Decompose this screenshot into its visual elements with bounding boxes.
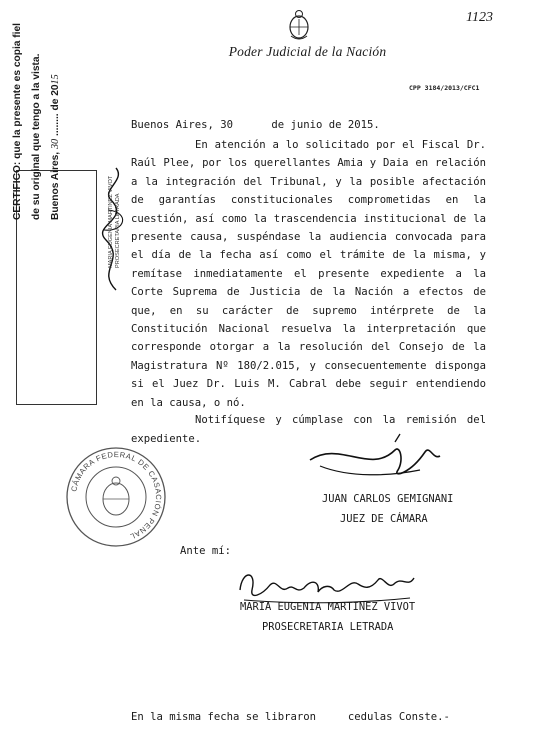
body-line: institucional de la presente causa, suspéndase la xyxy=(131,212,486,244)
body-line: En atención a lo solicitado por el Fiscal xyxy=(195,139,460,151)
svg-text:CÁMARA FEDERAL DE CASACIÓN PEN xyxy=(69,450,163,541)
certification-line-2: de su original que tengo a la vista. xyxy=(31,53,42,220)
body-line: el trámite de la misma, y remítase inmediatamente el xyxy=(131,249,486,280)
body-line: audiencia convocada para el día de la fecha así como xyxy=(131,231,486,262)
body-line: interpretación que corresponde otorgar a la resolución xyxy=(131,323,486,354)
certification-line-1: CERTIFICO: que la presente es copia fiel xyxy=(12,22,23,220)
body-line: Cabral debe seguir entendiendo en la causa, o nó. xyxy=(131,378,486,409)
court-header: Poder Judicial de la Nación xyxy=(228,44,387,59)
judge-title: JUEZ DE CÁMARA xyxy=(340,513,428,525)
body-line: Dr. Raúl Plee, por los querellantes Amia y Daia en xyxy=(131,139,486,170)
body-line: la Nación a efectos de que, en su carácter de supremo xyxy=(131,286,486,317)
judge-signature xyxy=(300,430,450,490)
certification-text xyxy=(8,0,65,220)
judge-name: JUAN CARLOS GEMIGNANI xyxy=(322,493,454,505)
coat-of-arms-icon xyxy=(285,8,313,42)
body-line: consecuentemente disponga si el Juez Dr. Luis M. xyxy=(131,359,486,391)
body-line: relación a la integración del Tribunal, y la posible xyxy=(131,157,486,188)
secretary-title: PROSECRETARIA LETRADA xyxy=(262,621,394,633)
resolution-body xyxy=(131,136,486,412)
folio-number: 1123 xyxy=(466,10,493,25)
body-line: del Consejo de la Magistratura Nº 180/2.015, y xyxy=(131,341,486,372)
date-line: Buenos Aires, 30 de junio de 2015. xyxy=(131,119,380,131)
body-line: en la cuestión, así como la trascendencia xyxy=(131,194,486,225)
ante-label: Ante mí: xyxy=(180,545,232,557)
court-seal-icon xyxy=(64,445,168,549)
footer-note: En la misma fecha se libraron cedulas Conste.- xyxy=(131,711,450,723)
notification-line: Notifíquese y cúmplase con la remisión del expediente. xyxy=(131,414,486,445)
certification-line-3: Buenos Aires, 30 ........ de 2015 xyxy=(50,74,61,220)
resolution-paragraph xyxy=(131,136,486,412)
case-number: CPP 3184/2013/CFC1 xyxy=(409,84,480,92)
body-line: afectación de garantías constitucionales comprometidas xyxy=(131,175,486,207)
secretary-name: MARIA EUGENIA MARTINEZ VIVOT xyxy=(240,601,416,613)
body-line: presente expediente a la Corte Suprema de Justicia de xyxy=(131,267,487,299)
small-stamp-text: MARIA EUGENIA MARTINEZ VIVOT PROSECRETARIA LETRADA xyxy=(108,175,121,268)
body-line: intérprete de la Constitución Nacional resuelva la xyxy=(131,304,486,336)
seal-text: CÁMARA FEDERAL DE CASACIÓN PENAL xyxy=(69,449,164,542)
